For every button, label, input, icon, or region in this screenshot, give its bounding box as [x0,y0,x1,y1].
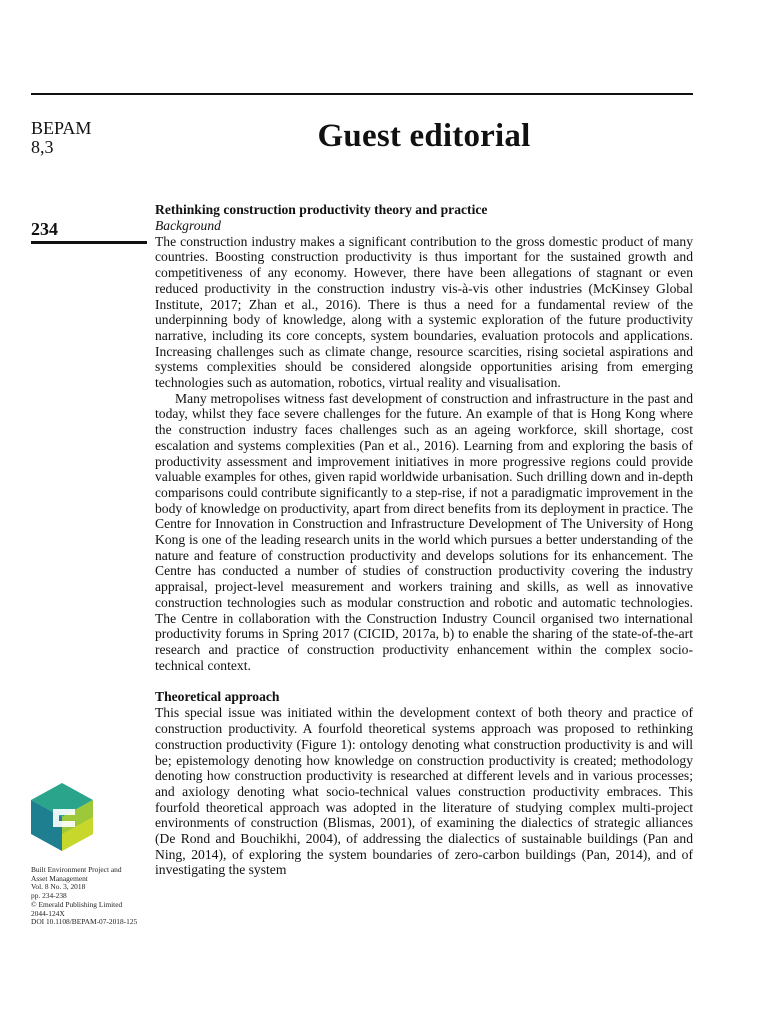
subheading-background: Background [155,218,221,233]
paragraph-theoretical-approach: This special issue was initiated within the development context of both theory and practice of construction productivity. A fourfold theoretical systems approach was proposed to rethinking construction productivity (Figure 1): ontology denoting what construction productivity is and will be; epistemology denoting how knowledge on construction productivity is created; methodology denoting how construction productivity is researched at different levels and in various processes; and axiology denoting what socio-technical values construction productivity embraces. This fourfold theoretical approach was adopted in the literature of studying complex multi-project environments of construction (Blismas, 2001), of examining the dialectics of strategic alliances (De Rond and Bouchikhi, 2004), of addressing the dialectics of sustainable buildings (Pan and Ning, 2014), of exploring the system boundaries of zero-carbon buildings (Pan, 2014), and of investigating the system [155,705,693,878]
journal-volume: 8,3 [31,137,54,157]
publication-volume: Vol. 8 No. 3, 2018 [31,882,86,892]
paragraph-background-2: Many metropolises witness fast development of construction and infrastructure in the past and today, whilst they face severe challenges for the future. An example of that is Hong Kong where the construction industry faces challenges such as an ageing workforce, skill shortage, cost escalation and systems complexities (Pan et al., 2016). Learning from and exploring the basis of productivity assessment and improvement initiatives in more progressive regions could provide valuable examples for othes, given rapid worldwide urbanisation. Such drilling down and in-depth comparisons could contribute significantly to a step-rise, if not a paradigmatic improvement in the body of knowledge on productivity, apart from direct benefits from its deployment in practice. The Centre for Innovation in Construction and Infrastructure Development of The University of Hong Kong is one of the leading research units in the world which pursues a better understanding of the nature and feature of construction productivity and develops solutions for its enhancement. The Centre has conducted a number of studies of construction productivity covering the industry appraisal, project-level measurement and workers training and skills, as well as innovative construction technologies such as modular construction and robotic and automatic technologies. The Centre in collaboration with the Construction Industry Council organised two international productivity forums in Spring 2017 (CICID, 2017a, b) to enable the sharing of the state-of-the-art research and practice of construction productivity enhancement within the complex socio-technical context. [155,390,693,673]
section-title-theoretical-approach: Theoretical approach [155,689,280,705]
section-title-rethinking: Rethinking construction productivity theory and practice [155,202,488,217]
publication-pages: pp. 234-238 [31,891,67,901]
page-number: 234 [31,219,58,239]
article-body [155,202,693,878]
page-title: Guest editorial [317,118,531,154]
publication-issn: 2044-124X [31,908,65,918]
publication-doi: DOI 10.1108/BEPAM-07-2018-125 [31,917,138,927]
publication-copyright: © Emerald Publishing Limited [31,899,123,909]
emerald-publishing-logo-icon [31,783,93,851]
section-gap [155,673,693,689]
page-number-rule [31,241,147,244]
publication-journal-line2: Asset Management [31,873,88,883]
publication-info [31,866,149,927]
paragraph-background-1: The construction industry makes a significant contribution to the gross domestic product of many countries. Boosting construction productivity is thus important for the sustained growth and competitiveness of any economy. However, there have been allegations of stagnant or even reduced productivity in the construction industry vis-à-vis other industries (McKinsey Global Institute, 2017; Zhan et al., 2016). There is thus a need for a fundamental review of the underpinning body of knowledge, along with a systemic exploration of the future productivity narrative, including its core concepts, system boundaries, evaluation protocols and applications. Increasing challenges such as climate change, resource scarcities, rising societal aspirations and systems complexities should be considered alongside opportunities arising from emerging technologies such as automation, robotics, virtual reality and visualisation. [155,233,693,391]
journal-code: BEPAM [31,118,92,138]
publication-journal-line1: Built Environment Project and [31,865,122,874]
top-rule [31,93,693,95]
